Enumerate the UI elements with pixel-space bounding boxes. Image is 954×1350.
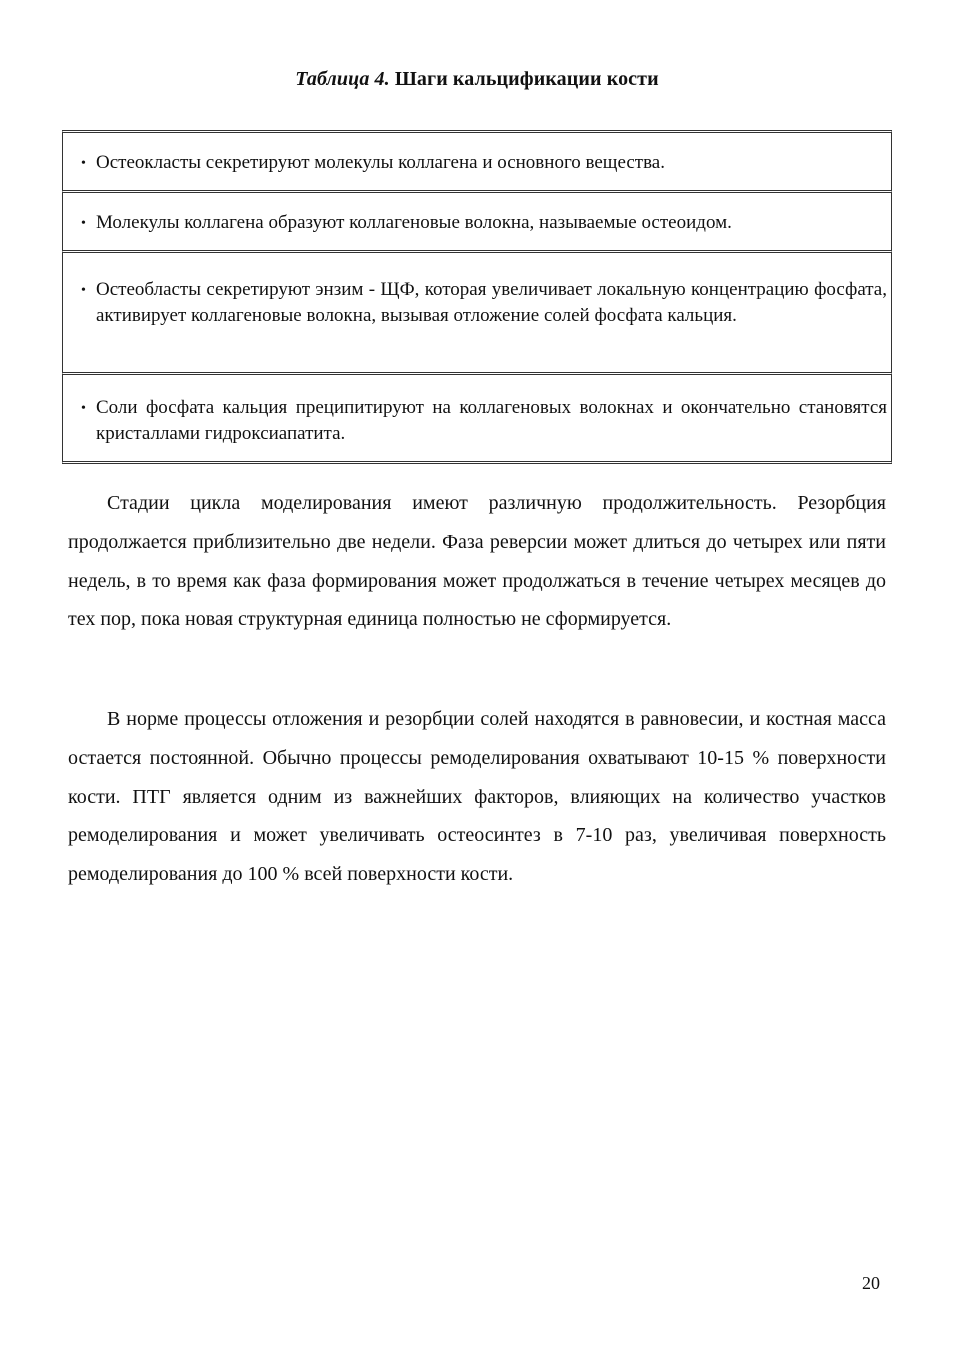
calcification-steps-table	[62, 130, 892, 464]
step-text: Остеокласты секретируют молекулы коллагена и основного вещества.	[96, 152, 665, 173]
table-caption	[0, 68, 954, 91]
table-caption-label: Таблица 4.	[295, 68, 390, 90]
body-paragraph: Стадии цикла моделирования имеют различную продолжительность. Резорбция продолжается приблизительно две недели. Фаза реверсии может длиться до четырех или пяти недель, в то время как фаза формирования может продолжаться в течение четырех месяцев до тех пор, пока новая структурная единица полностью не сформируется.	[68, 492, 886, 631]
step-text: Остеобласты секретируют энзим - ЩФ, которая увеличивает локальную концентрацию фосфата, активирует коллагеновые волокна, вызывая отложение солей фосфата кальция.	[96, 279, 887, 326]
table-caption-title: Шаги кальцификации кости	[389, 68, 659, 90]
table-row	[62, 130, 892, 190]
page-number: 20	[862, 1273, 880, 1293]
bullet-marker: •	[81, 283, 86, 298]
bullet-marker: •	[81, 216, 86, 231]
table-row	[62, 250, 892, 372]
table-row	[62, 372, 892, 464]
step-text: Молекулы коллагена образуют коллагеновые волокна, называемые остеоидом.	[96, 212, 732, 233]
bullet-marker: •	[81, 156, 86, 171]
step-text: Соли фосфата кальция преципитируют на коллагеновых волокнах и окончательно становятся кристаллами гидроксиапатита.	[96, 397, 887, 444]
bullet-marker: •	[81, 401, 86, 416]
table-row	[62, 190, 892, 250]
body-paragraph: В норме процессы отложения и резорбции солей находятся в равновесии, и костная масса остается постоянной. Обычно процессы ремоделирования охватывают 10-15 % поверхности кости. ПТГ является одним из важнейших факторов, влияющих на количество участков ремоделирования и может увеличивать остеосинтез в 7-10 раз, увеличивая поверхность ремоделирования до 100 % всей поверхности кости.	[68, 708, 886, 886]
